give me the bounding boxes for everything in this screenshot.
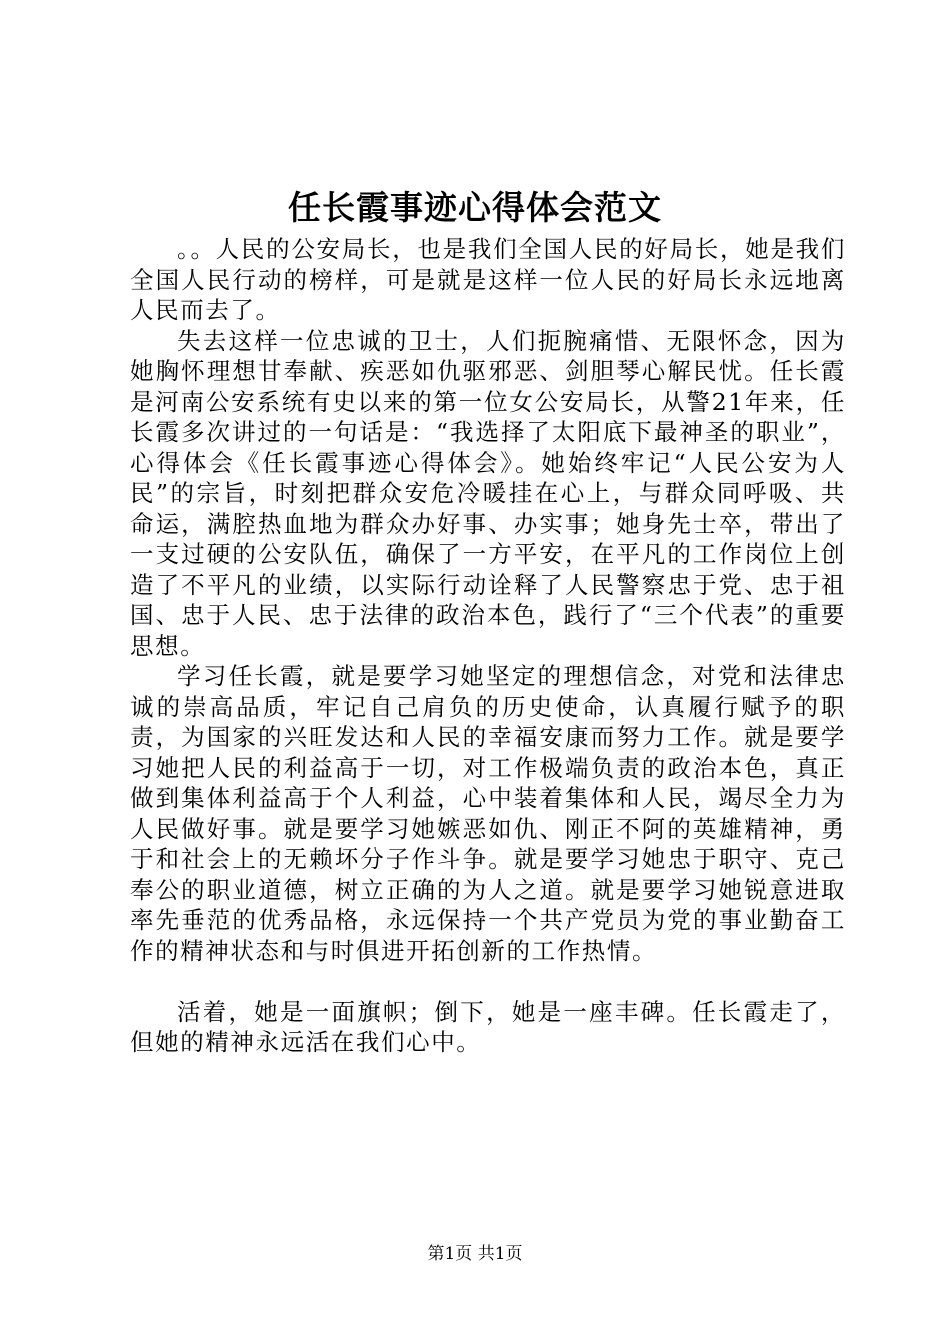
paragraph-4: 活着，她是一面旗帜；倒下，她是一座丰碑。任长霞走了，但她的精神永远活在我们心中。 <box>130 997 846 1056</box>
page-footer: 第1页 共1页 <box>427 1244 523 1264</box>
document-title: 任长霞事迹心得体会范文 <box>288 188 662 227</box>
paragraph-2: 失去这样一位忠诚的卫士，人们扼腕痛惜、无限怀念，因为她胸怀理想甘奉献、疾恶如仇驱邪恶、剑胆琴心解民忧。任长霞是河南公安系统有史以来的第一位女公安局长，从警21年来，任长霞多次讲过的一句话是：“我选择了太阳底下最神圣的职业”，心得体会《任长霞事迹心得体会》。她始终牢记“人民公安为人民”的宗旨，时刻把群众安危冷暖挂在心上，与群众同呼吸、共命运，满腔热血地为群众办好事、办实事；她身先士卒，带出了一支过硬的公安队伍，确保了一方平安，在平凡的工作岗位上创造了不平凡的业绩，以实际行动诠释了人民警察忠于党、忠于祖国、忠于人民、忠于法律的政治本色，践行了“三个代表”的重要思想。 <box>130 326 846 660</box>
document-body <box>130 234 846 1058</box>
paragraph-1: 。。人民的公安局长，也是我们全国人民的好局长，她是我们全国人民行动的榜样，可是就是这样一位人民的好局长永远地离人民而去了。 <box>130 235 846 324</box>
paragraph-3: 学习任长霞，就是要学习她坚定的理想信念，对党和法律忠诚的崇高品质，牢记自己肩负的历史使命，认真履行赋予的职责，为国家的兴旺发达和人民的幸福安康而努力工作。就是要学习她把人民的利益高于一切，对工作极端负责的政治本色，真正做到集体利益高于个人利益，心中装着集体和人民，竭尽全力为人民做好事。就是要学习她嫉恶如仇、刚正不阿的英雄精神，勇于和社会上的无赖坏分子作斗争。就是要学习她忠于职守、克己奉公的职业道德，树立正确的为人之道。就是要学习她锐意进取率先垂范的优秀品格，永远保持一个共产党员为党的事业勤奋工作的精神状态和与时俱进开拓创新的工作热情。 <box>130 662 846 965</box>
